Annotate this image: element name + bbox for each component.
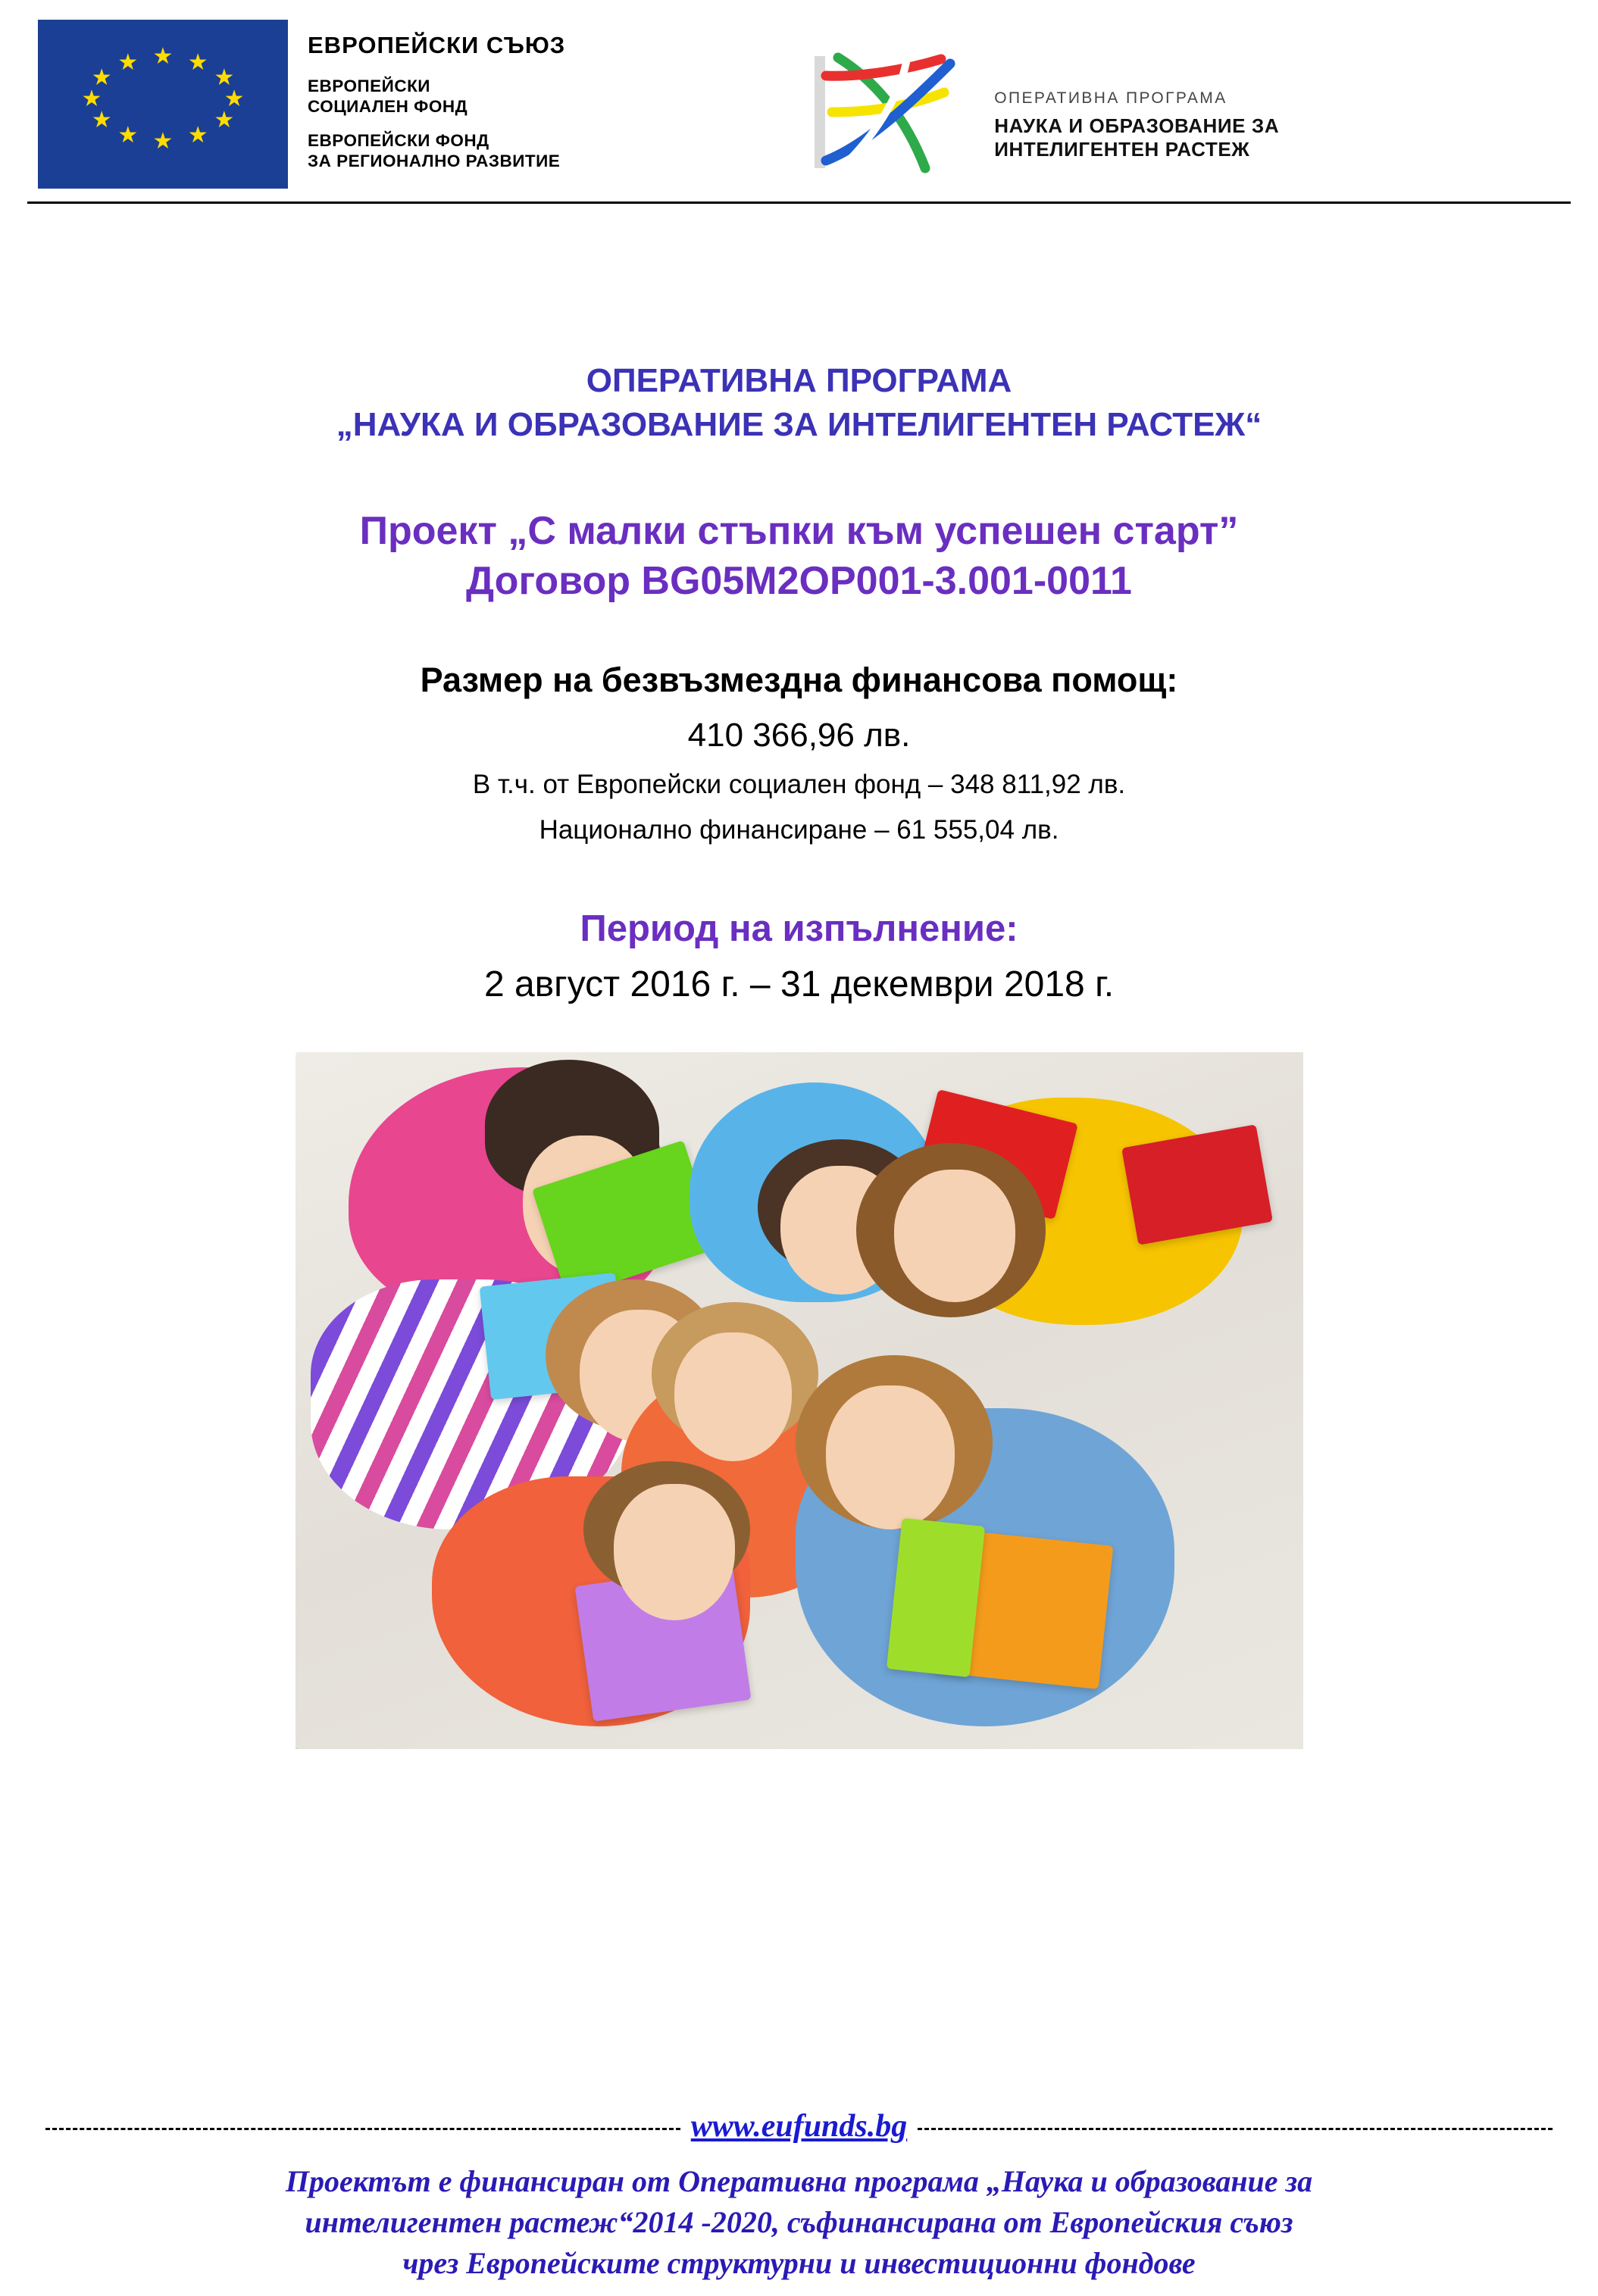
footer-disclaimer-line1: Проектът е финансиран от Оперативна програма „Наука и образование за (285, 2164, 1313, 2198)
child-center-face (674, 1332, 792, 1461)
document-header (0, 0, 1598, 197)
grant-label: Размер на безвъзмездна финансова помощ: (420, 661, 1178, 699)
eu-emblem-block (38, 20, 565, 189)
footer-disclaimer (0, 2161, 1598, 2284)
project-title (91, 506, 1507, 606)
eufunds-link[interactable]: www.eufunds.bg (690, 2109, 908, 2144)
op-nois-logo-icon (793, 47, 974, 180)
header-divider (27, 201, 1571, 204)
footer-dashes-right (918, 2128, 1553, 2130)
eu-fund-erdf-line1: ЕВРОПЕЙСКИ ФОНД (308, 131, 489, 150)
eu-title: ЕВРОПЕЙСКИ СЪЮЗ (308, 32, 566, 58)
project-name: Проект „С малки стъпки към успешен старт” (359, 509, 1239, 553)
eu-fund-esf-line2: СОЦИАЛЕН ФОНД (308, 97, 468, 116)
eu-fund-erdf (308, 130, 565, 171)
children-photo (296, 1052, 1303, 1749)
eu-fund-erdf-line2: ЗА РЕГИОНАЛНО РАЗВИТИЕ (308, 152, 561, 170)
eu-flag-icon: ★ ★ ★ ★ ★ ★ ★ ★ ★ ★ ★ ★ (38, 20, 288, 189)
eu-text-block (308, 20, 565, 171)
grant-esf-amount: В т.ч. от Европейски социален фонд – 348 811,92 лв. (472, 770, 1126, 799)
footer-website-line (0, 2108, 1598, 2144)
document-footer (0, 2108, 1598, 2284)
child-orange-face (614, 1484, 735, 1620)
footer-disclaimer-line3: чрез Европейските структурни и инвестиционни фондове (402, 2246, 1196, 2280)
main-content (0, 359, 1598, 1749)
eu-fund-esf-line1: ЕВРОПЕЙСКИ (308, 77, 430, 95)
program-title-line2: „НАУКА И ОБРАЗОВАНИЕ ЗА ИНТЕЛИГЕНТЕН РАСТЕЖ“ (336, 406, 1262, 443)
op-line3: ИНТЕЛИГЕНТЕН РАСТЕЖ (994, 138, 1250, 161)
op-line2: НАУКА И ОБРАЗОВАНИЕ ЗА (994, 114, 1280, 137)
op-logo-block (793, 20, 1279, 180)
program-title (91, 359, 1507, 447)
child-yellow-face (894, 1170, 1015, 1302)
op-text-block (994, 47, 1279, 161)
eu-fund-esf (308, 76, 565, 117)
op-line1: ОПЕРАТИВНА ПРОГРАМА (994, 89, 1227, 107)
contract-number: Договор BG05M2OP001-3.001-0011 (466, 559, 1132, 603)
grant-national-amount: Национално финансиране – 61 555,04 лв. (539, 815, 1059, 845)
period-label: Период на изпълнение: (580, 908, 1018, 949)
footer-dashes-left (45, 2128, 680, 2130)
child-denim-face (826, 1385, 955, 1529)
book-lime (886, 1518, 984, 1677)
period-value: 2 август 2016 г. – 31 декември 2018 г. (483, 964, 1115, 1004)
footer-disclaimer-line2: интелигентен растеж“2014 -2020, съфинансирана от Европейския съюз (305, 2205, 1293, 2239)
grant-amount: 410 366,96 лв. (687, 717, 911, 754)
program-title-line1: ОПЕРАТИВНА ПРОГРАМА (586, 362, 1012, 399)
